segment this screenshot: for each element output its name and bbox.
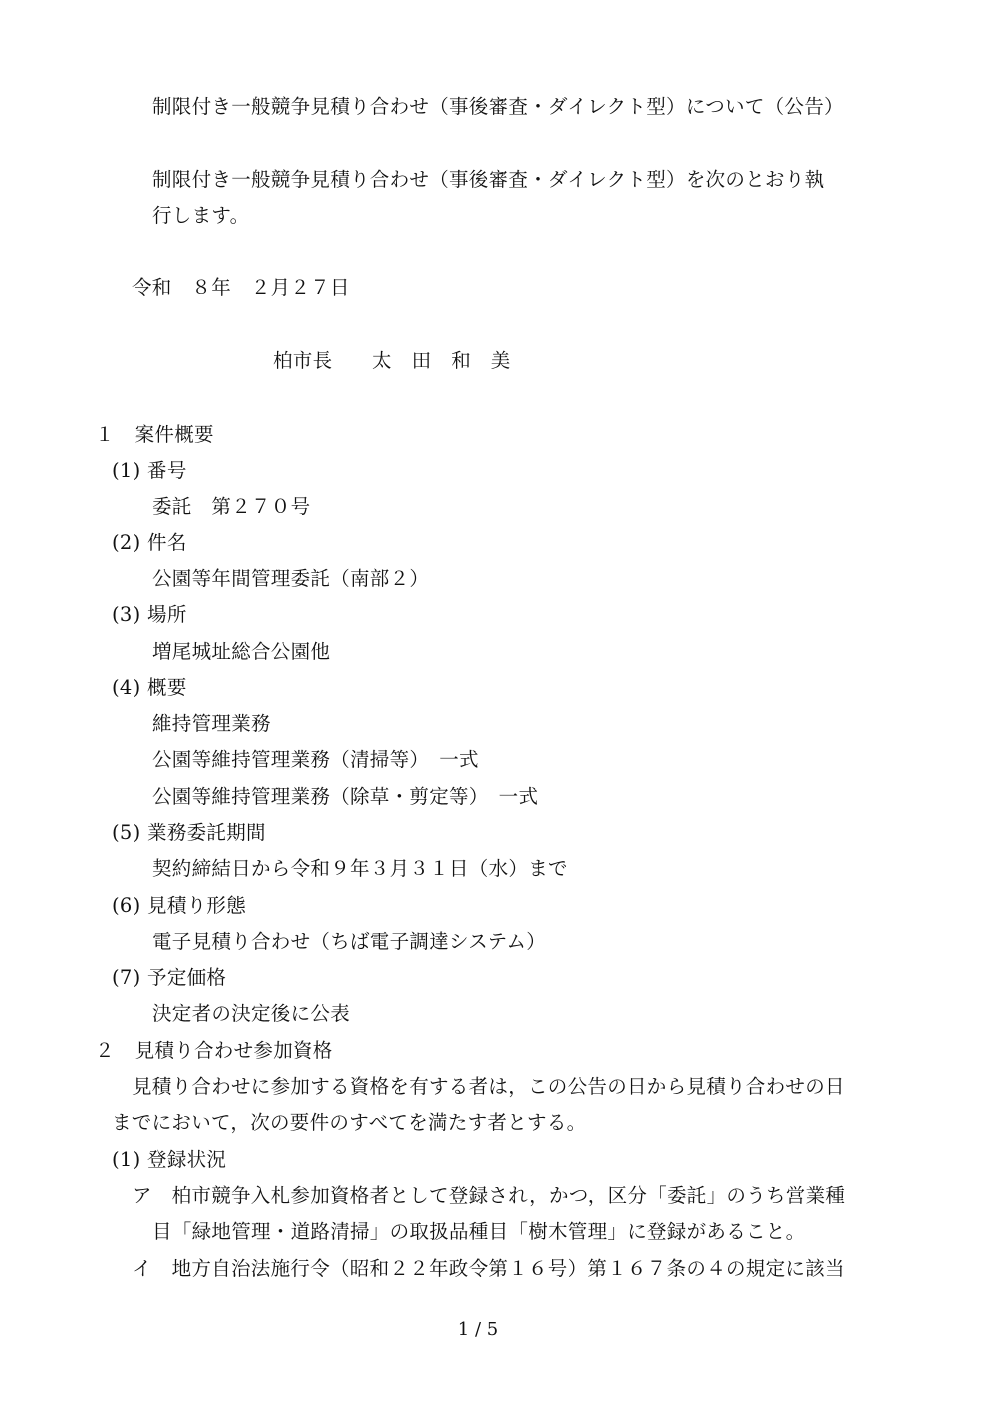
notice-date: 令和 ８年 ２月２７日 xyxy=(132,276,350,299)
page-number: 1 / 5 xyxy=(457,1319,499,1340)
section-1-heading: １ 案件概要 xyxy=(95,423,214,446)
section-2-para-2: までにおいて，次の要件のすべてを満たす者とする。 xyxy=(112,1111,587,1134)
item-5-value: 契約締結日から令和９年３月３１日（水）まで xyxy=(152,857,568,880)
intro-line-1: 制限付き一般競争見積り合わせ（事後審査・ダイレクト型）を次のとおり執 xyxy=(152,168,825,191)
item-a-line-2: 目「緑地管理・道路清掃」の取扱品種目「樹木管理」に登録があること。 xyxy=(152,1220,806,1243)
intro-line-2: 行します。 xyxy=(152,204,250,227)
item-i-line-1: イ 地方自治法施行令（昭和２２年政令第１６号）第１６７条の４の規定に該当 xyxy=(132,1257,845,1280)
item-a-line-1: ア 柏市競争入札参加資格者として登録され，かつ，区分「委託」のうち営業種 xyxy=(132,1184,846,1207)
item-7-label: (7) 予定価格 xyxy=(112,966,227,989)
signer: 柏市長 太 田 和 美 xyxy=(273,349,511,372)
item-4-value-1: 維持管理業務 xyxy=(152,712,271,735)
item-1-value: 委託 第２７０号 xyxy=(152,495,311,518)
item-3-value: 増尾城址総合公園他 xyxy=(152,640,331,663)
item-4-label: (4) 概要 xyxy=(112,676,187,699)
document-title: 制限付き一般競争見積り合わせ（事後審査・ダイレクト型）について（公告） xyxy=(152,95,844,118)
item-2-label: (2) 件名 xyxy=(112,531,187,554)
item-5-label: (5) 業務委託期間 xyxy=(112,821,266,844)
item-6-label: (6) 見積り形態 xyxy=(112,894,247,917)
item-7-value: 決定者の決定後に公表 xyxy=(152,1002,351,1025)
item-2-value: 公園等年間管理委託（南部２） xyxy=(152,567,430,590)
item-4-value-3: 公園等維持管理業務（除草・剪定等） 一式 xyxy=(152,785,539,808)
item-3-label: (3) 場所 xyxy=(112,603,187,626)
item-1-label: (1) 番号 xyxy=(112,459,187,482)
item-6-value: 電子見積り合わせ（ちば電子調達システム） xyxy=(152,930,547,953)
sub-1-label: (1) 登録状況 xyxy=(112,1148,227,1171)
section-2-heading: ２ 見積り合わせ参加資格 xyxy=(95,1039,333,1062)
item-4-value-2: 公園等維持管理業務（清掃等） 一式 xyxy=(152,748,479,771)
section-2-para-1: 見積り合わせに参加する資格を有する者は，この公告の日から見積り合わせの日 xyxy=(132,1075,845,1098)
